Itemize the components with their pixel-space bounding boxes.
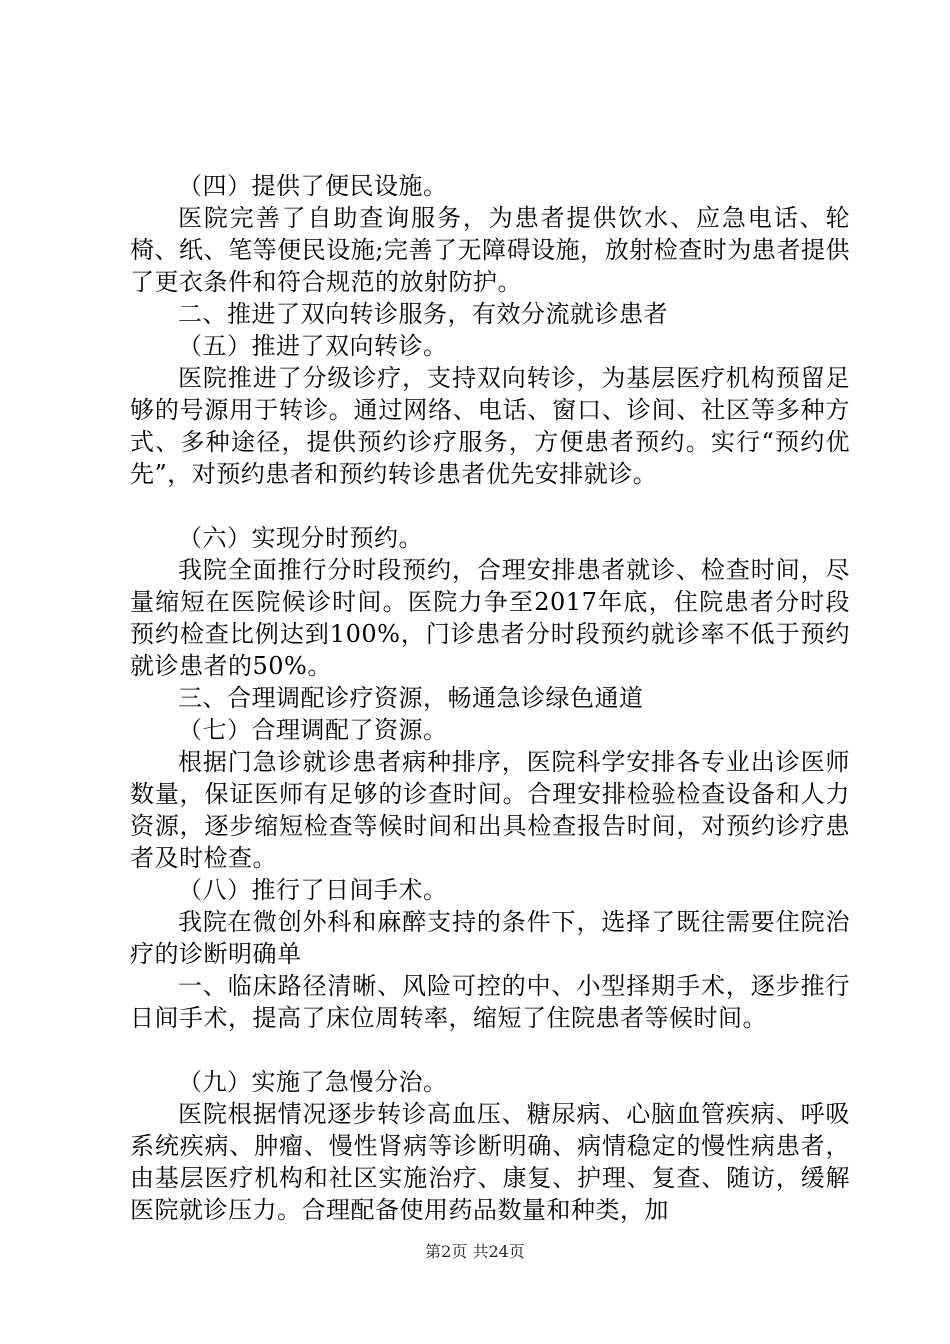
paragraph-day-surgery: 我院在微创外科和麻醉支持的条件下，选择了既往需要住院治疗的诊断明确单 — [130, 908, 850, 968]
section-heading-2: 二、推进了双向转诊服务，有效分流就诊患者 — [178, 300, 668, 328]
paragraph-convenience-facilities: 医院完善了自助查询服务，为患者提供饮水、应急电话、轮椅、纸、笔等便民设施;完善了无障碍设施，放射检查时为患者提供了更衣条件和符合规范的放射防护。 — [130, 204, 850, 296]
paragraph-acute-chronic-treatment: 医院根据情况逐步转诊高血压、糖尿病、心脑血管疾病、呼吸系统疾病、肿瘤、慢性肾病等诊断明确、病情稳定的慢性病患者，由基层医疗机构和社区实施治疗、康复、护理、复查、随访，缓解医院就诊压力。合理配备使用药品数量和种类，加 — [130, 1100, 850, 1224]
subsection-heading-7: （七）合理调配了资源。 — [178, 716, 448, 744]
paragraph-resource-allocation: 根据门急诊就诊患者病种排序，医院科学安排各专业出诊医师数量，保证医师有足够的诊查时间。合理安排检验检查设备和人力资源，逐步缩短检查等候时间和出具检查报告时间，对预约诊疗患者及时检查。 — [130, 748, 850, 872]
subsection-heading-9: （九）实施了急慢分治。 — [178, 1068, 448, 1096]
section-heading-3: 三、合理调配诊疗资源，畅通急诊绿色通道 — [178, 684, 644, 712]
paragraph-clinical-pathway: 一、临床路径清晰、风险可控的中、小型择期手术，逐步推行日间手术，提高了床位周转率，缩短了住院患者等候时间。 — [130, 972, 850, 1032]
subsection-heading-6: （六）实现分时预约。 — [178, 524, 423, 552]
subsection-heading-4: （四）提供了便民设施。 — [178, 172, 448, 200]
subsection-heading-5: （五）推进了双向转诊。 — [178, 332, 448, 360]
page-number-footer: 第2页 共24页 — [425, 1242, 525, 1261]
paragraph-timed-appointments: 我院全面推行分时段预约，合理安排患者就诊、检查时间，尽量缩短在医院候诊时间。医院力争至2017年底，住院患者分时段预约检查比例达到100%，门诊患者分时段预约就诊率不低于预约就诊患者的50%。 — [130, 556, 850, 680]
subsection-heading-8: （八）推行了日间手术。 — [178, 876, 448, 904]
document-body — [130, 170, 850, 1226]
paragraph-two-way-referral: 医院推进了分级诊疗，支持双向转诊，为基层医疗机构预留足够的号源用于转诊。通过网络、电话、窗口、诊间、社区等多种方式、多种途径，提供预约诊疗服务，方便患者预约。实行“预约优先”，对预约患者和预约转诊患者优先安排就诊。 — [130, 364, 850, 488]
